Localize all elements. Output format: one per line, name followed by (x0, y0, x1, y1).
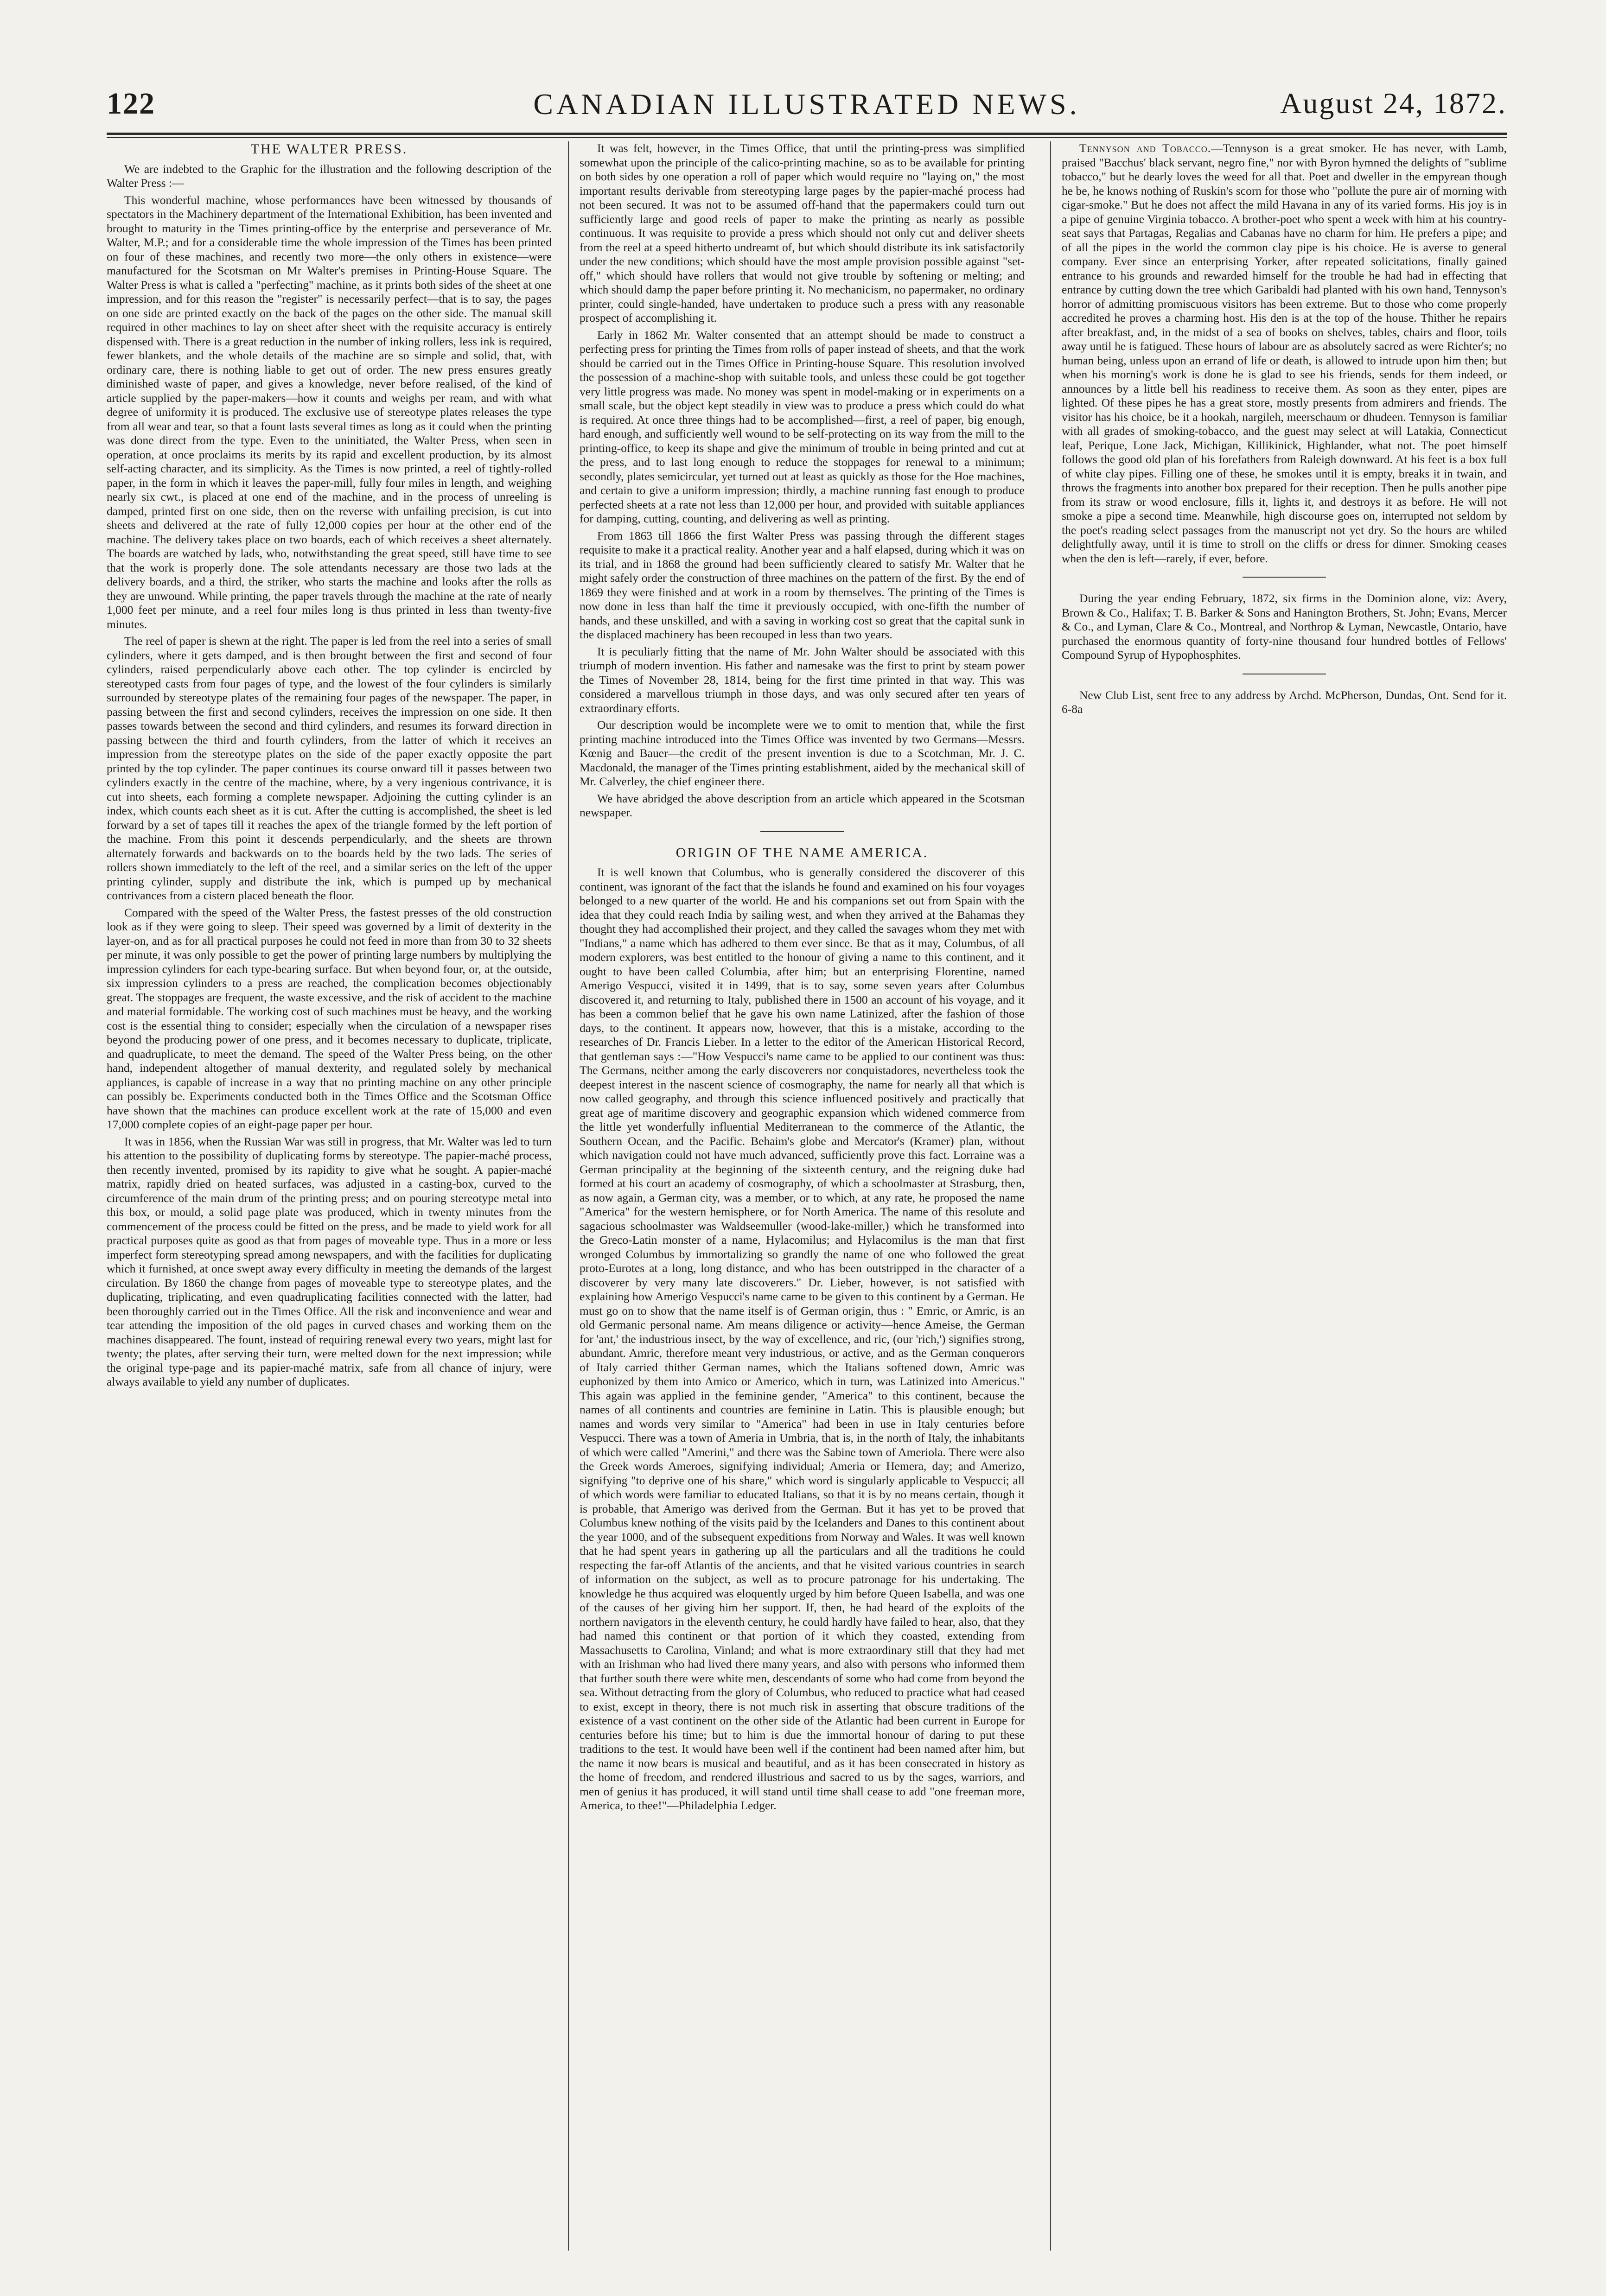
tennyson-text: —Tennyson is a great smoker. He has never, with Lamb, praised "Bacchus' black servant, negro fine," nor with Byron hymned the delights of "sublime tobacco," but he dearly loves the weed for all that. Poet and dweller in the empyrean though he be, he knows nothing of Ruskin's scorn for those who "pollute the pure air of morning with cigar-smoke." But he does not affect the mild Havana in any of its varied forms. His joy is in a pipe of genuine Virginia tobacco. A brother-poet who spent a week with him at his country-seat says that Partagas, Regalias and Cabanas have no charm for him. He prefers a pipe; and of all the pipes in the world the common clay pipe is his choice. He is averse to general company. Ever since an enterprising Yorker, after repeated solicitations, finally gained entrance to his grounds and rewarded himself for the trouble he had had in effecting that entrance by cutting down the tree which Garibaldi had planted with his own hand, Tennyson's horror of admitting promiscuous visitors has been extreme. But to those who come properly accredited he proves a charming host. His den is at the top of the house. Thither he repairs after breakfast, and, in the midst of a sea of books on shelves, tables, chairs and floor, toils away until he is fatigued. These hours of labour are as absolutely sacred as were Richter's; no human being, unless upon an errand of life or death, is allowed to intrude upon him then; but when his morning's work is done he is glad to see his friends, sends for them indeed, or announces by a little bell his readiness to receive them. As soon as they enter, pipes are lighted. Of these pipes he has a great store, mostly presents from admirers and friends. The visitor has his choice, be it a hookah, nargileh, meerschaum or dhudeen. Tennyson is familiar with all grades of smoking-tobacco, and the guest may select at will Latakia, Connecticut leaf, Perique, Lone Jack, Michigan, Killikinick, Highlander, what not. The poet himself follows the good old plan of his forefathers from Raleigh downward. At his feet is a box full of white clay pipes. Filling one of these, he smokes until it is empty, breaks it in twain, and throws the fragments into another box prepared for their reception. Then he pulls another pipe from its straw or wood enclosure, fills it, lights it, and destroys it as before. He will not smoke a pipe a second time. Meanwhile, high discourse goes on, interrupted not seldom by the poet's reading select passages from the manuscript not yet dry. So the hours are whiled delightfully away, until it is time to stroll on the cliffs or dress for dinner. Smoking ceases when the den is left—rarely, if ever, before. (1062, 141, 1507, 565)
paragraph: It is well known that Columbus, who is generally considered the discoverer of this continent, was ignorant of the fact that the islands he found and examined on his four voyages belonged to a new quarter of the world. He and his companions set out from Spain with the idea that they could reach India by sailing west, and when they arrived at the Bahamas they thought they had accomplished their project, and they called the savages whom they met with "Indians," a name which has adhered to them ever since. Be that as it may, Columbus, of all modern explorers, was best entitled to the honour of giving a name to this continent, and it ought to have been called Columbia, after him; but an enterprising Florentine, named Amerigo Vespucci, visited it in 1499, that is to say, some seven years after Columbus discovered it, and returning to Italy, published there in 1500 an account of his voyage, and it has been a common belief that he gave his own name Latinized, after the fashion of those days, to the continent. It appears now, however, that this is a mistake, according to the researches of Dr. Francis Lieber. In a letter to the editor of the American Historical Record, that gentleman says :—"How Vespucci's name came to be applied to our continent was thus: The Germans, neither among the early discoverers nor conquistadores, nevertheless took the deepest interest in the nascent science of cosmography, the name for nearly all that which is now called geography, and through this science influenced positively and practically that great age of maritime discovery and geographic expansion which widened commerce from the little yet wonderfully influential Mediterranean to the commerce of the Atlantic, the Southern Ocean, and the Pacific. Behaim's globe and Mercator's (Kramer) plan, without which navigation could not have much advanced, sufficiently prove this fact. Lorraine was a German principality at the beginning of the sixteenth century, and the reigning duke had formed at his court an academy of cosmography, of which a schoolmaster at Strasburg, then, as now again, a German city, was a member, or to which, at any rate, he proposed the name "America" for the western hemisphere, or for North America. The name of this resolute and sagacious schoolmaster was Waldseemuller (wood-lake-miller,) which he transformed into the Greco-Latin monster of a name, Hylacomilus; and Hylacomilus is the man that first wronged Columbus by immortalizing so grandly the name of one who followed the great proto-Eurotes at a long, long distance, and who has been outstripped in the character of a discoverer by very many late discoverers." Dr. Lieber, however, is not satisfied with explaining how Amerigo Vespucci's name came to be given to this continent by a German. He must go on to show that the name itself is of German origin, thus : " Emric, or Amric, is an old Germanic personal name. Am means diligence or activity—hence Ameise, the German for 'ant,' the industrious insect, by the way of excellence, and ric, (our 'rich,') signifies strong, abundant. Amric, therefore meant very industrious, or active, and as the German conquerors of Italy carried thither German names, which the Italians softened down, Amric was euphonized by them into Amico or Americo, which in turn, was Latinized into Americus." This again was applied in the feminine gender, "America" to this continent, because the names of all continents and countries are feminine in Latin. This is plausible enough; but names and words very similar to "America" had been in use in Italy centuries before Vespucci. There was a town of Ameria in Umbria, that is, in the north of Italy, the inhabitants of which were called "Amerini," and there was the Sabine town of Ameriola. There were also the Greek words Ameroes, signifying individual; Ameria or Hemera, day; and Amerizo, signifying "to deprive one of his share," which word is singularly applicable to Vespucci; all of which words were familiar to educated Italians, so that it is by no means certain, though it is probable, that Amerigo was derived from the German. But it has yet to be proved that Columbus knew nothing of the visits paid by the Icelanders and Danes to this continent about the year 1000, and of the subsequent expeditions from Norway and Wales. It was well known that he had spent years in gathering up all the particulars and all the traditions he could respecting the far-off Atlantis of the ancients, and that he visited various countries in search of information on the subject, as well as to procure patronage for his undertaking. The knowledge he thus acquired was eloquently urged by him before Queen Isabella, and was one of the causes of her giving him her support. If, then, he had heard of the exploits of the northern navigators in the eleventh century, he could hardly have failed to hear, also, that they had named this continent or that portion of it which they coasted, extending from Massachusetts to Carolina, Vinland; and what is more extraordinary still that they had met with an Irishman who had lived there many years, and also with persons who informed them that further south there were white men, descendants of some who had come from beyond the sea. Without detracting from the glory of Columbus, who reduced to practice what had ceased to exist, except in theory, there is not much risk in asserting that obscure traditions of the existence of a vast continent on the other side of the Atlantic had been current in Europe for centuries before his time; but to him is due the immortal honour of daring to put these traditions to the test. It would have been well if the continent had been named after him, but the name it now bears is musical and beautiful, and as it has been consecrated in history as the home of freedom, and rendered illustrious and sacred to us by the sages, warriors, and men of genius it has produced, it will stand until time shall cease to add "one freeman more, America, to thee!"—Philadelphia Ledger. (580, 865, 1025, 1812)
paragraph: It was in 1856, when the Russian War was still in progress, that Mr. Walter was led to turn his attention to the possibility of duplicating forms by stereotype. The papier-maché process, then recently invented, promised by its rapidity to give what he sought. A papier-maché matrix, rapidly dried on heated surfaces, was adjusted in a casting-box, curved to the circumference of the main drum of the printing press; and on pouring stereotype metal into this box, or mould, a solid page plate was produced, which in twenty minutes from the commencement of the process could be fitted on the press, and be made to yield work for all practical purposes quite as good as that from pages of moveable type. Thus in a more or less imperfect form stereotyping spread among newspapers, and with the facilities for duplicating which it furnished, at once swept away every difficulty in meeting the demands of the largest circulation. By 1860 the change from pages of moveable type to stereotype plates, and the duplicating, triplicating, and even quadruplicating facilities connected with the latter, had been thoroughly carried out in the Times Office. All the risk and inconvenience and wear and tear attending the imposition of the old pages in curved chases and working them on the machines disappeared. The fount, instead of requiring renewal every two years, might last for twenty; the plates, after serving their turn, were melted down for the next impression; while the original type-page and its papier-maché matrix, safe from all chance of injury, were always available to yield any number of duplicates. (107, 1134, 552, 1388)
column-1 (107, 141, 552, 2255)
section-divider (1243, 577, 1326, 578)
paragraph: We have abridged the above description from an article which appeared in the Scotsman newspaper. (580, 791, 1025, 819)
masthead (107, 83, 1507, 134)
header-rule-thin (107, 137, 1507, 138)
paragraph: The reel of paper is shewn at the right. The paper is led from the reel into a series of small cylinders, where it gets damped, and is then brought between the first and second of four cylinders, raised perpendicularly above each other. The top cylinder is encircled by stereotyped casts from four pages of type, and the lowest of the four cylinders is similarly surrounded by stereotype plates of the remaining four pages of the newspaper. The paper, in passing between the first and second cylinders, receives the impression on one side. It then passes towards between the second and third cylinders, and resumes its forward direction in passing between the third and fourth cylinders, from the latter of which it receives an impression from the stereotype plates on the side of the paper exactly opposite the part printed by the top cylinder. The paper continues its course onward till it passes between two cylinders exactly in the centre of the machine, where, by a very ingenious contrivance, it is cut into sheets, each forming a complete newspaper. Adjoining the cutting cylinder is an index, which counts each sheet as it is cut. After the cutting is accomplished, the sheet is led forward by a set of tapes till it reaches the apex of the triangle formed by the left portion of the machine. From this point it descends perpendicularly, and the sheets are thrown alternately forwards and backwards on to the boards held by the two lads. The series of rollers shown immediately to the left of the reel, and a similar series on the left of the upper printing cylinder, supply and distribute the ink, which is pumped up by mechanical contrivances from a cistern placed beneath the floor. (107, 634, 552, 902)
paragraph: Our description would be incomplete were we to omit to mention that, while the first printing machine introduced into the Times Office was invented by two Germans—Messrs. Kœnig and Bauer—the credit of the present invention is due to a Scotchman, Mr. J. C. Macdonald, the manager of the Times printing establishment, aided by the mechanical skill of Mr. Calverley, the chief engineer there. (580, 718, 1025, 788)
paragraph: Early in 1862 Mr. Walter consented that an attempt should be made to construct a perfecting press for printing the Times from rolls of paper instead of sheets, and that the work should be carried out in the Times Office in Printing-house Square. This resolution involved the possession of a machine-shop with suitable tools, and unless these could be got together very little progress was made. No money was spent in model-making or in experiments on a small scale, but the object kept steadily in view was to produce a press which could do what is required. At once three things had to be accomplished—first, a reel of paper, big enough, hard enough, and sufficiently well wound to be self-protecting on its way from the mill to the printing-office, to keep its shape and give the minimum of trouble in being printed and cut at the press, and to last long enough to reduce the stoppages for renewal to a minimum; secondly, plates semicircular, yet turned out at least as quickly as those for the Hoe machines, and certain to give a uniform impression; thirdly, a machine running fast enough to produce perfected sheets at a rate not less than 12,000 per hour, and provided with suitable appliances for damping, cutting, counting, and delivering as well as printing. (580, 328, 1025, 525)
paragraph: From 1863 till 1866 the first Walter Press was passing through the different stages requisite to make it a practical reality. Another year and a half elapsed, during which it was on its trial, and in 1868 the ground had been sufficiently cleared to satisfy Mr. Walter that he might safely order the construction of three machines on the pattern of the first. By the end of 1869 they were finished and at work in a room by themselves. The printing of the Times is now done in less than half the time it previously occupied, with one-fifth the number of hands, and these unskilled, and with a saving in working cost so great that the capital sunk in the displaced machinery has been recouped in less than two years. (580, 528, 1025, 641)
paragraph: We are indebted to the Graphic for the illustration and the following description of the Walter Press :— (107, 162, 552, 190)
paragraph (1062, 141, 1507, 566)
paragraph: Compared with the speed of the Walter Press, the fastest presses of the old construction look as if they were going to sleep. Their speed was governed by a limit of dexterity in the layer-on, and as for all practical purposes he could not feed in more than from 30 to 32 sheets per minute, it was only possible to get the power of printing large numbers by multiplying the impression cylinders for each type-bearing surface. But when beyond four, or, at the outside, six impression cylinders to a press are reached, the complication becomes objectionably great. The stoppages are frequent, the waste excessive, and the risk of accident to the machine and material formidable. The working cost of such machines must be heavy, and the working cost is the essential thing to consider; especially when the circulation of a newspaper rises beyond the producing power of one press, and it becomes necessary to duplicate, triplicate, and quadruplicate, to meet the demand. The speed of the Walter Press being, on the other hand, independent altogether of manual dexterity, and regulated solely by mechanical appliances, is capable of increase in a way that no printing machine on any other principle can possibly be. Experiments conducted both in the Times Office and the Scotsman Office have shown that the machines can produce excellent work at the rate of 15,000 and even 17,000 complete copies of an eight-page paper per hour. (107, 905, 552, 1131)
section-divider (760, 831, 844, 832)
column-3 (1062, 141, 1507, 2255)
tennyson-heading: Tennyson and Tobacco. (1079, 141, 1211, 155)
issue-date: August 24, 1872. (1280, 87, 1507, 120)
article-title-america: ORIGIN OF THE NAME AMERICA. (676, 845, 929, 860)
paragraph: It was felt, however, in the Times Office, that until the printing-press was simplified somewhat upon the principle of the calico-printing machine, so as to be available for printing on both sides by one operation a roll of paper which would require no "laying on," the most important results derivable from stereotyping large pages by the papier-maché process had not been secured. It was not to be assumed off-hand that the papermakers could turn out sufficiently large and good reels of paper to make the printing as nearly as possible continuous. It was requisite to provide a press which should not only cut and deliver sheets from the reel at a speed hitherto undreamt of, but which should distribute its ink satisfactorily under the new conditions; which should have the most ample provision possible against "set-off," which should have rollers that would not give trouble by softening or melting; and which should damp the paper before printing it. No mechanicism, no papermaker, no ordinary printer, could single-handed, have undertaken to produce such a press with any reasonable prospect of accomplishing it. (580, 141, 1025, 324)
column-2 (580, 141, 1025, 2255)
header-rule (107, 133, 1507, 135)
newspaper-title: CANADIAN ILLUSTRATED NEWS. (533, 88, 1080, 121)
article-title-walter-press: THE WALTER PRESS. (250, 141, 408, 157)
notice: During the year ending February, 1872, six firms in the Dominion alone, viz: Avery, Brown & Co., Halifax; T. B. Barker & Sons and Hanington Brothers, St. John; Evans, Mercer & Co., and Lyman, Clare & Co., Montreal, and Northrop & Lyman, Newcastle, Ontario, have purchased the enormous quantity of forty-nine thousand four hundred bottles of Fellows' Compound Syrup of Hypophosphites. (1062, 591, 1507, 661)
column-divider (568, 141, 569, 2251)
paragraph: It is peculiarly fitting that the name of Mr. John Walter should be associated with this triumph of modern invention. His father and namesake was the first to print by steam power the Times of November 28, 1814, being for the first time printed in that way. This was considered a marvellous triumph in those days, and was only secured after ten years of extraordinary efforts. (580, 644, 1025, 715)
column-divider (1050, 141, 1051, 2251)
page-number: 122 (107, 87, 155, 121)
notice: New Club List, sent free to any address by Archd. McPherson, Dundas, Ont. Send for it. 6-8a (1062, 688, 1507, 716)
paragraph: This wonderful machine, whose performances have been witnessed by thousands of spectators in the Machinery department of the International Exhibition, has been invented and brought to maturity in the Times printing-office by the enterprise and perseverance of Mr. Walter, M.P.; and for a considerable time the whole impression of the Times has been printed on four of these machines, and recently two more—the only others in existence—were manufactured for the Scotsman on Mr Walter's premises in Printing-House Square. The Walter Press is what is called a "perfecting" machine, as it prints both sides of the sheet at one impression, and for this reason the "register" is necessarily perfect—that is to say, the pages on one side are printed exactly on the back of the pages on the other side. The manual skill required in other machines to lay on sheet after sheet with the requisite accuracy is entirely dispensed with. There is a great reduction in the number of inking rollers, less ink is required, fewer blankets, and the whole details of the machine are so simple and solid, that, with ordinary care, there is nothing liable to get out of order. The new press ensures greatly diminished waste of paper, and gives a knowledge, never before realised, of the kind of article supplied by the paper-makers—how it counts and weighs per ream, and with what degree of uniformity it is produced. The exclusive use of stereotype plates releases the type from all wear and tear, so that a fount lasts several times as long as it could when the printing was done direct from the type. Even to the uninitiated, the Walter Press, when seen in operation, at once proclaims its merits by its rapid and excellent production, by its almost self-acting character, and its simplicity. As the Times is now printed, a reel of tightly-rolled paper, in the form in which it leaves the paper-mill, fully four miles in length, and weighing nearly six cwt., is placed at one end of the machine, and in the process of unreeling is damped, printed first on one side, then on the reverse with unfailing precision, is cut into sheets and delivered at the rate of fully 12,000 copies per hour at the other end of the machine. The delivery takes place on two boards, each of which receives a sheet alternately. The boards are watched by lads, who, notwithstanding the great speed, still have time to see that the work is properly done. The sole attendants necessary are those two lads at the delivery boards, and a third, the striker, who starts the machine and looks after the rolls as they are unwound. While printing, the paper travels through the machine at the rate of nearly 1,000 feet per minute, and a reel four miles long is thus printed in less than twenty-five minutes. (107, 193, 552, 631)
